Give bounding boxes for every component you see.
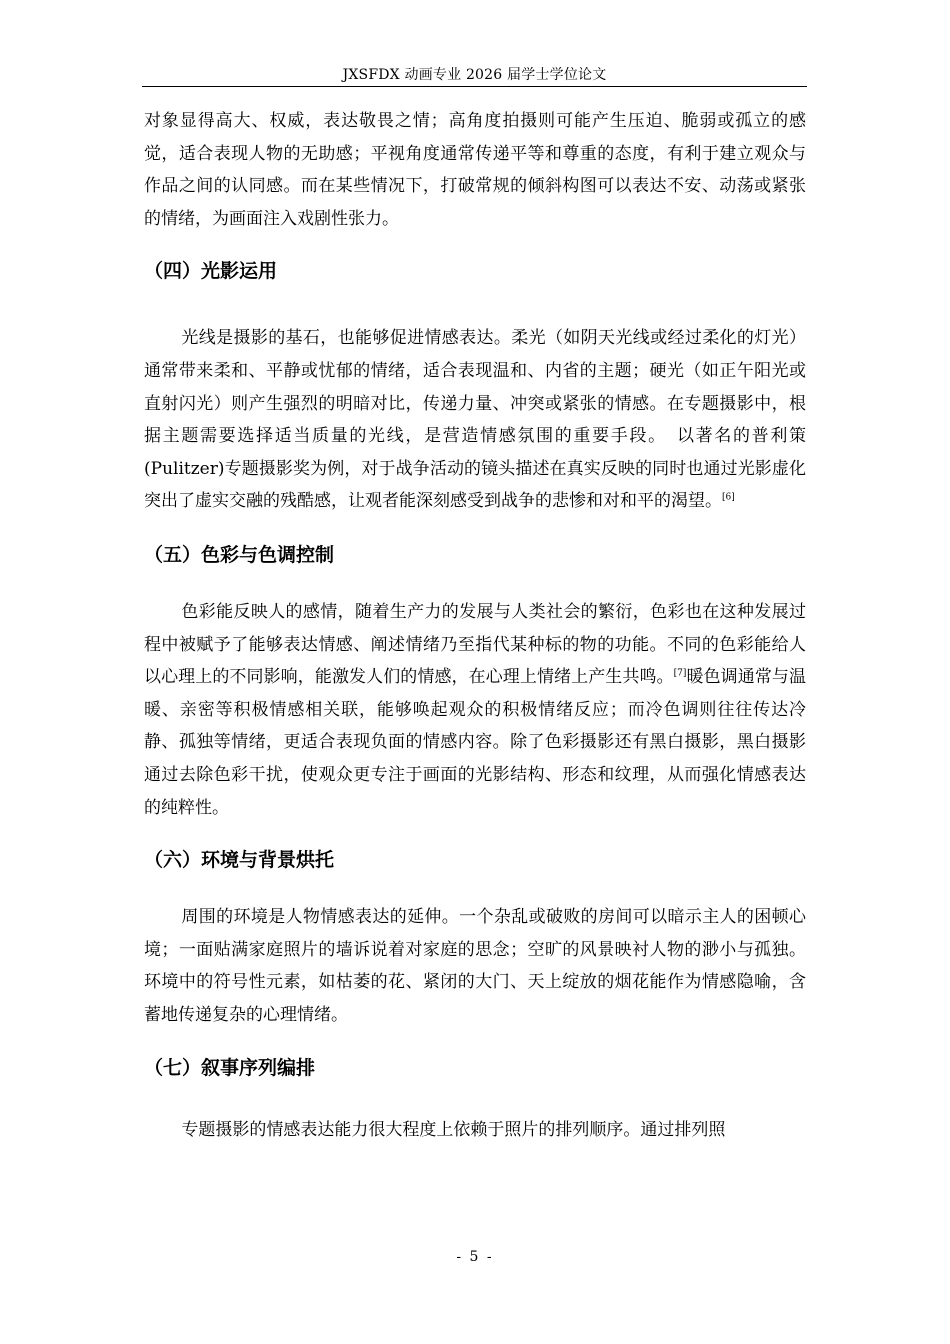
section-heading-lighting: （四）光影运用 <box>144 260 278 283</box>
citation-6: [6] <box>722 492 735 503</box>
paragraph-color-text-a: 色彩能反映人的感情，随着生产力的发展与人类社会的繁衍，色彩也在这种发展过程中被赋予了能够表达情感、阐述情绪乃至指代某种标的物的功能。不同的色彩能给人以心理上的不同影响，能激发人们的情感，在心理上情绪上产生共鸣。 <box>144 601 806 688</box>
paragraph-color <box>144 596 806 824</box>
paragraph-camera-angle: 对象显得高大、权威，表达敬畏之情；高角度拍摄则可能产生压迫、脆弱或孤立的感觉，适合表现人物的无助感；平视角度通常传递平等和尊重的态度，有利于建立观众与作品之间的认同感。而在某些情况下，打破常规的倾斜构图可以表达不安、动荡或紧张的情绪，为画面注入戏剧性张力。 <box>144 111 806 229</box>
page-number: - 5 - <box>456 1249 494 1265</box>
citation-7: [7] <box>673 668 687 679</box>
paragraph-color-text-b: 暖色调通常与温暖、亲密等积极情感相关联，能够唤起观众的积极情绪反应；而冷色调则往往传达冷静、孤独等情绪，更适合表现负面的情感内容。除了色彩摄影还有黑白摄影，黑白摄影通过去除色彩干扰，使观众更专注于画面的光影结构、形态和纹理，从而强化情感表达的纯粹性。 <box>144 667 807 818</box>
paragraph-environment: 周围的环境是人物情感表达的延伸。一个杂乱或破败的房间可以暗示主人的困顿心境；一面贴满家庭照片的墙诉说着对家庭的思念；空旷的风景映衬人物的渺小与孤独。环境中的符号性元素，如枯萎的花、紧闭的大门、天上绽放的烟花能作为情感隐喻，含蓄地传递复杂的心理情绪。 <box>144 907 806 1025</box>
section-heading-narrative: （七）叙事序列编排 <box>144 1057 316 1080</box>
paragraph-narrative: 专题摄影的情感表达能力很大程度上依赖于照片的排列顺序。通过排列照 <box>181 1120 726 1141</box>
paragraph-lighting-text: 光线是摄影的基石，也能够促进情感表达。柔光（如阴天光线或经过柔化的灯光）通常带来柔和、平静或忧郁的情绪，适合表现温和、内省的主题；硬光（如正午阳光或直射闪光）则产生强烈的明暗对比，传递力量、冲突或紧张的情感。在专题摄影中，根据主题需要选择适当质量的光线，是营造情感氛围的重要手段。 以著名的普利策(Pulitzer)专题摄影奖为例，对于战争活动的镜头描述在真实反映的同时也通过光影虚化突出了虚实交融的残酷感，让观者能深刻感受到战争的悲惨和对和平的渴望。 <box>144 328 806 512</box>
section-heading-environment: （六）环境与背景烘托 <box>144 849 335 872</box>
section-heading-color: （五）色彩与色调控制 <box>144 543 335 566</box>
header-rule <box>142 86 807 87</box>
page-body <box>144 105 806 1147</box>
paragraph-lighting <box>144 322 806 518</box>
running-header: JXSFDX 动画专业 2026 届学士学位论文 <box>342 67 607 83</box>
